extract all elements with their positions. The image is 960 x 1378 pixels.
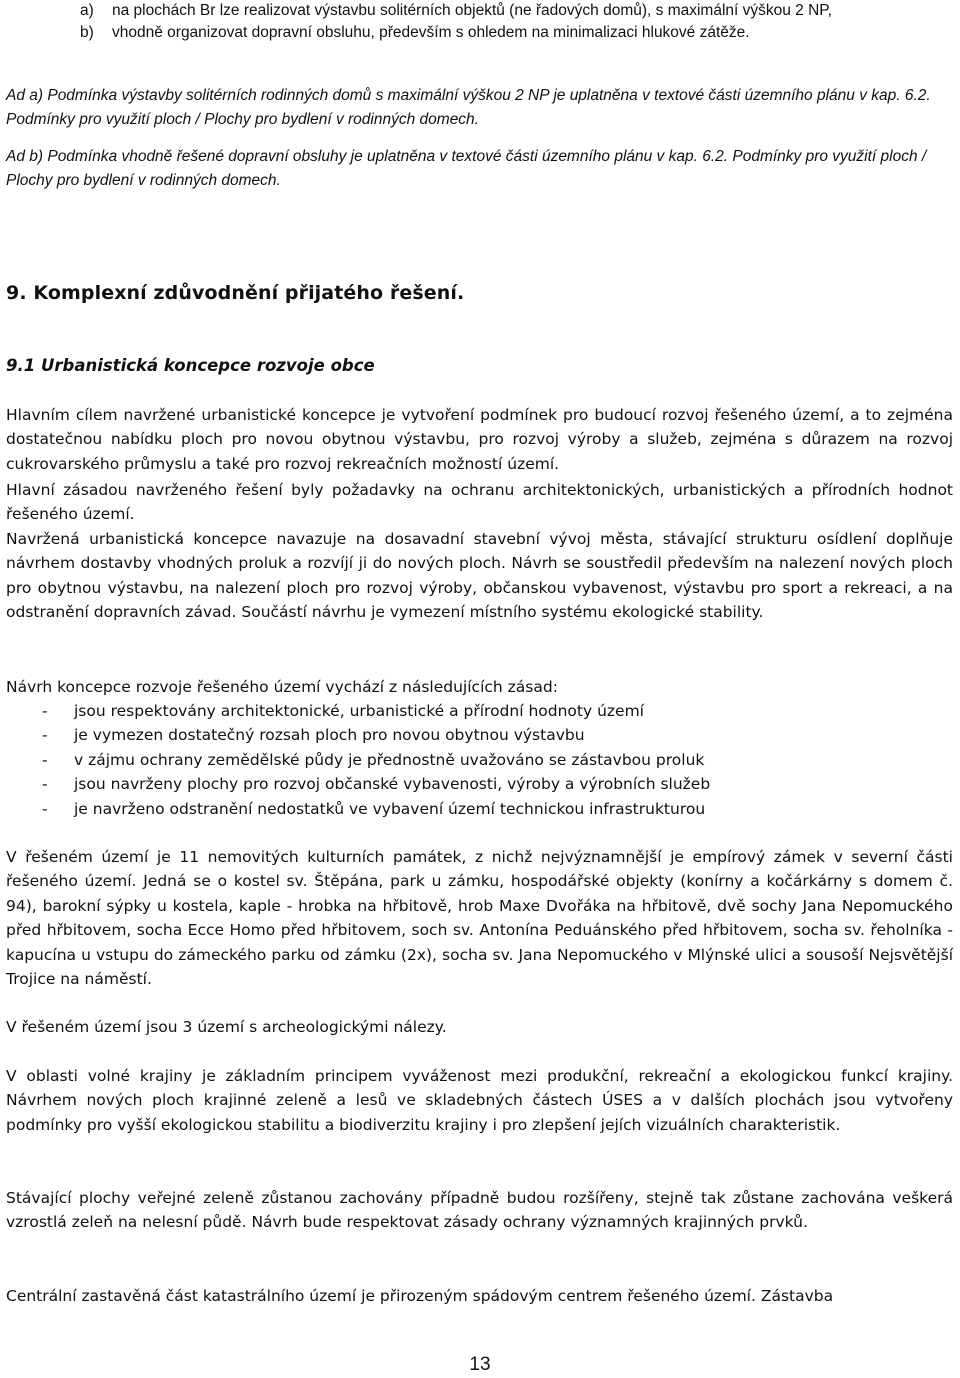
paragraph-greenery: Stávající plochy veřejné zeleně zůstanou zachovány případně budou rozšířeny, stejně tak zůstane zachována veškerá vzrostlá zeleň na nelesní půdě. Návrh bude respektovat zásady ochrany významných krajinných prvků.	[6, 1189, 953, 1232]
paragraph-landscape: V oblasti volné krajiny je základním principem vyváženost mezi produkční, rekreační a ekologickou funkcí krajiny. Návrhem nových ploch krajinné zeleně a lesů ve skladebných částech ÚSES a v dalších plochách jsou vytvořeny podmínky pro vyšší ekologickou stabilitu a biodiverzitu krajiny i pro zlepšení jejích vizuálních charakteristik.	[6, 1067, 953, 1134]
bullet-dash: -	[42, 726, 48, 745]
list-item	[6, 748, 946, 772]
paragraph-archaeology: V řešeném území jsou 3 území s archeologickými nálezy.	[6, 1018, 447, 1036]
list-item-text: jsou respektovány architektonické, urbanistické a přírodní hodnoty území	[74, 702, 644, 720]
list-item	[80, 0, 940, 22]
list-item-text: je vymezen dostatečný rozsah ploch pro novou obytnou výstavbu	[74, 726, 585, 745]
list-item	[6, 797, 946, 821]
bullet-dash: -	[42, 799, 48, 818]
paragraph-concept: Navržená urbanistická koncepce navazuje na dosavadní stavební vývoj města, stávající strukturu osídlení doplňuje návrhem dostavby vhodných proluk a rozvíjí ji do nových ploch. Návrh se soustředil především na nalezení nových ploch pro obytnou výstavbu, na nalezení ploch pro rozvoj výroby, občanskou vybavenost, výstavbu pro sport a rekreaci, a na odstranění dopravních závad. Součástí návrhu je vymezení místního systému ekologické stability.	[6, 530, 953, 622]
section-heading: 9. Komplexní zdůvodnění přijatého řešení.	[6, 282, 465, 304]
condition-list	[80, 0, 940, 44]
note-ad-b: Ad b) Podmínka vhodně řešené dopravní obsluhy je uplatněna v textové části územního plánu v kap. 6.2. Podmínky pro využití ploch / Plochy pro bydlení v rodinných domech.	[6, 148, 927, 189]
list-item-text: v zájmu ochrany zemědělské půdy je přednostně uvažováno se zástavbou proluk	[74, 750, 705, 769]
bullet-dash: -	[42, 702, 48, 720]
principles-list	[6, 699, 946, 821]
paragraph-principles-intro: Návrh koncepce rozvoje řešeného území vychází z následujících zásad:	[6, 678, 558, 696]
list-item-text: vhodně organizovat dopravní obsluhu, především s ohledem na minimalizaci hlukové zátěže.	[112, 24, 750, 41]
subsection-heading: 9.1 Urbanistická koncepce rozvoje obce	[6, 356, 375, 375]
bullet-dash: -	[42, 775, 48, 794]
list-item-text: je navrženo odstranění nedostatků ve vybavení území technickou infrastrukturou	[74, 799, 706, 818]
paragraph-principle: Hlavní zásadou navrženého řešení byly požadavky na ochranu architektonických, urbanistických a přírodních hodnot řešeného území.	[6, 481, 953, 524]
list-item-text: na plochách Br lze realizovat výstavbu solitérních objektů (ne řadových domů), s maximální výškou 2 NP,	[112, 2, 832, 19]
list-marker: a)	[80, 2, 94, 19]
list-item	[6, 699, 946, 723]
paragraph-center: Centrální zastavěná část katastrálního území je přirozeným spádovým centrem řešeného území. Zástavba	[6, 1287, 834, 1305]
bullet-dash: -	[42, 750, 48, 769]
page-number: 13	[469, 1354, 491, 1375]
list-marker: b)	[80, 24, 94, 41]
note-ad-a: Ad a) Podmínka výstavby solitérních rodinných domů s maximální výškou 2 NP je uplatněna v textové části územního plánu v kap. 6.2. Podmínky pro využití ploch / Plochy pro bydlení v rodinných domech.	[6, 87, 931, 128]
list-item	[6, 723, 946, 747]
list-item	[6, 772, 946, 796]
list-item	[80, 22, 940, 44]
paragraph-goal: Hlavním cílem navržené urbanistické koncepce je vytvoření podmínek pro budoucí rozvoj řešeného území, a to zejména dostatečnou nabídku ploch pro novou obytnou výstavbu, pro rozvoj výroby a služeb, zejména s důrazem na rozvoj cukrovarského průmyslu a také pro rozvoj rekreačních možností území.	[6, 406, 953, 473]
list-item-text: jsou navrženy plochy pro rozvoj občanské vybavenosti, výroby a výrobních služeb	[74, 775, 711, 794]
paragraph-monuments: V řešeném území je 11 nemovitých kulturních památek, z nichž nejvýznamnější je empírový zámek v severní části řešeného území. Jedná se o kostel sv. Štěpána, park u zámku, hospodářské objekty (konírny a kočárkárny s domem č. 94), barokní sýpky u kostela, kaple - hrobka na hřbitově, hrob Maxe Dvořáka na hřbitově, dvě sochy Jana Nepomuckého před hřbitovem, socha Ecce Homo před hřbitovem, soch sv. Antonína Peduánského před hřbitovem, socha sv. řeholníka - kapucína u vstupu do zámeckého parku od zámku (2x), socha sv. Jana Nepomuckého v Mlýnské ulici a sousoší Nejsvětější Trojice na náměstí.	[6, 848, 953, 989]
